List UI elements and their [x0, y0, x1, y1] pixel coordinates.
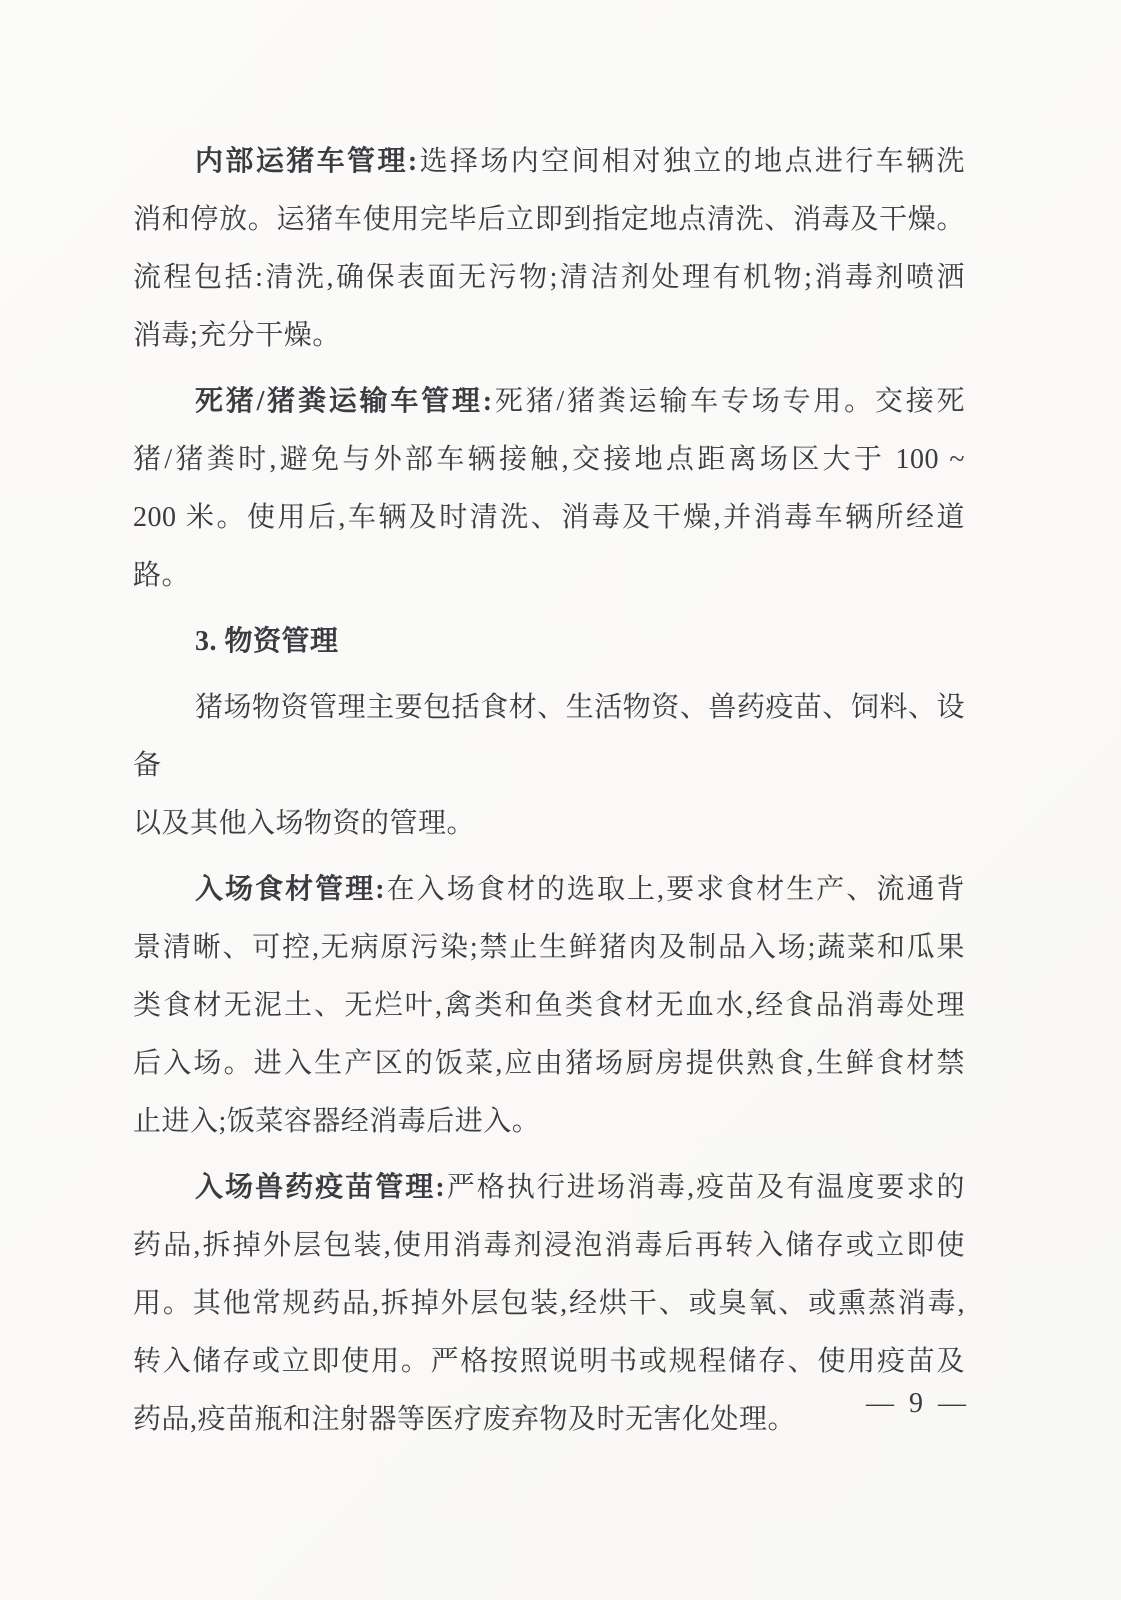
text-line: 消毒;充分干燥。	[133, 320, 341, 351]
text-line: 猪场物资管理主要包括食材、生活物资、兽药疫苗、饲料、设备	[133, 692, 965, 781]
text-line: 3. 物资管理	[195, 626, 339, 657]
text-line: 后入场。进入生产区的饭菜,应由猪场厨房提供熟食,生鲜食材禁	[133, 1048, 965, 1079]
heading-supplies-management	[133, 613, 965, 671]
text-line: 类食材无泥土、无烂叶,禽类和鱼类食材无血水,经食品消毒处理	[133, 990, 965, 1021]
text-line: 用。其他常规药品,拆掉外层包装,经烘干、或臭氧、或熏蒸消毒,	[133, 1288, 965, 1319]
paragraph-lead: 死猪/猪粪运输车管理:	[195, 386, 493, 417]
para-supplies-overview	[133, 679, 965, 853]
text-line: 内部运猪车管理:选择场内空间相对独立的地点进行车辆洗	[195, 146, 965, 177]
text-line: 入场兽药疫苗管理:严格执行进场消毒,疫苗及有温度要求的	[195, 1172, 965, 1203]
text-line: 以及其他入场物资的管理。	[133, 808, 476, 839]
text-line: 消和停放。运猪车使用完毕后立即到指定地点清洗、消毒及干燥。	[133, 204, 965, 235]
document-body	[133, 133, 965, 1457]
text-line: 转入储存或立即使用。严格按照说明书或规程储存、使用疫苗及	[133, 1346, 965, 1377]
para-internal-pig-truck-management	[133, 133, 965, 365]
text-line: 药品,疫苗瓶和注射器等医疗废弃物及时无害化处理。	[133, 1404, 797, 1435]
text-line: 路。	[133, 560, 191, 591]
text-line: 200 米。使用后,车辆及时清洗、消毒及干燥,并消毒车辆所经道	[133, 502, 965, 533]
text-line: 景清晰、可控,无病原污染;禁止生鲜猪肉及制品入场;蔬菜和瓜果	[133, 932, 965, 963]
text-line: 药品,拆掉外层包装,使用消毒剂浸泡消毒后再转入储存或立即使	[133, 1230, 965, 1261]
text-line: 止进入;饭菜容器经消毒后进入。	[133, 1106, 541, 1137]
text-line: 猪/猪粪时,避免与外部车辆接触,交接地点距离场区大于 100 ~	[133, 444, 965, 475]
text-line: 流程包括:清洗,确保表面无污物;清洁剂处理有机物;消毒剂喷洒	[133, 262, 965, 293]
para-dead-pig-manure-truck-management	[133, 373, 965, 605]
paragraph-lead: 内部运猪车管理:	[195, 146, 418, 177]
paragraph-lead: 入场食材管理:	[195, 874, 386, 905]
para-food-material-entry-management	[133, 861, 965, 1151]
paragraph-lead: 入场兽药疫苗管理:	[195, 1172, 446, 1203]
text-line: 死猪/猪粪运输车管理:死猪/猪粪运输车专场专用。交接死	[195, 386, 965, 417]
page-number: — 9 —	[866, 1388, 970, 1419]
para-vet-drug-vaccine-entry-management	[133, 1159, 965, 1449]
text-line: 入场食材管理:在入场食材的选取上,要求食材生产、流通背	[195, 874, 965, 905]
